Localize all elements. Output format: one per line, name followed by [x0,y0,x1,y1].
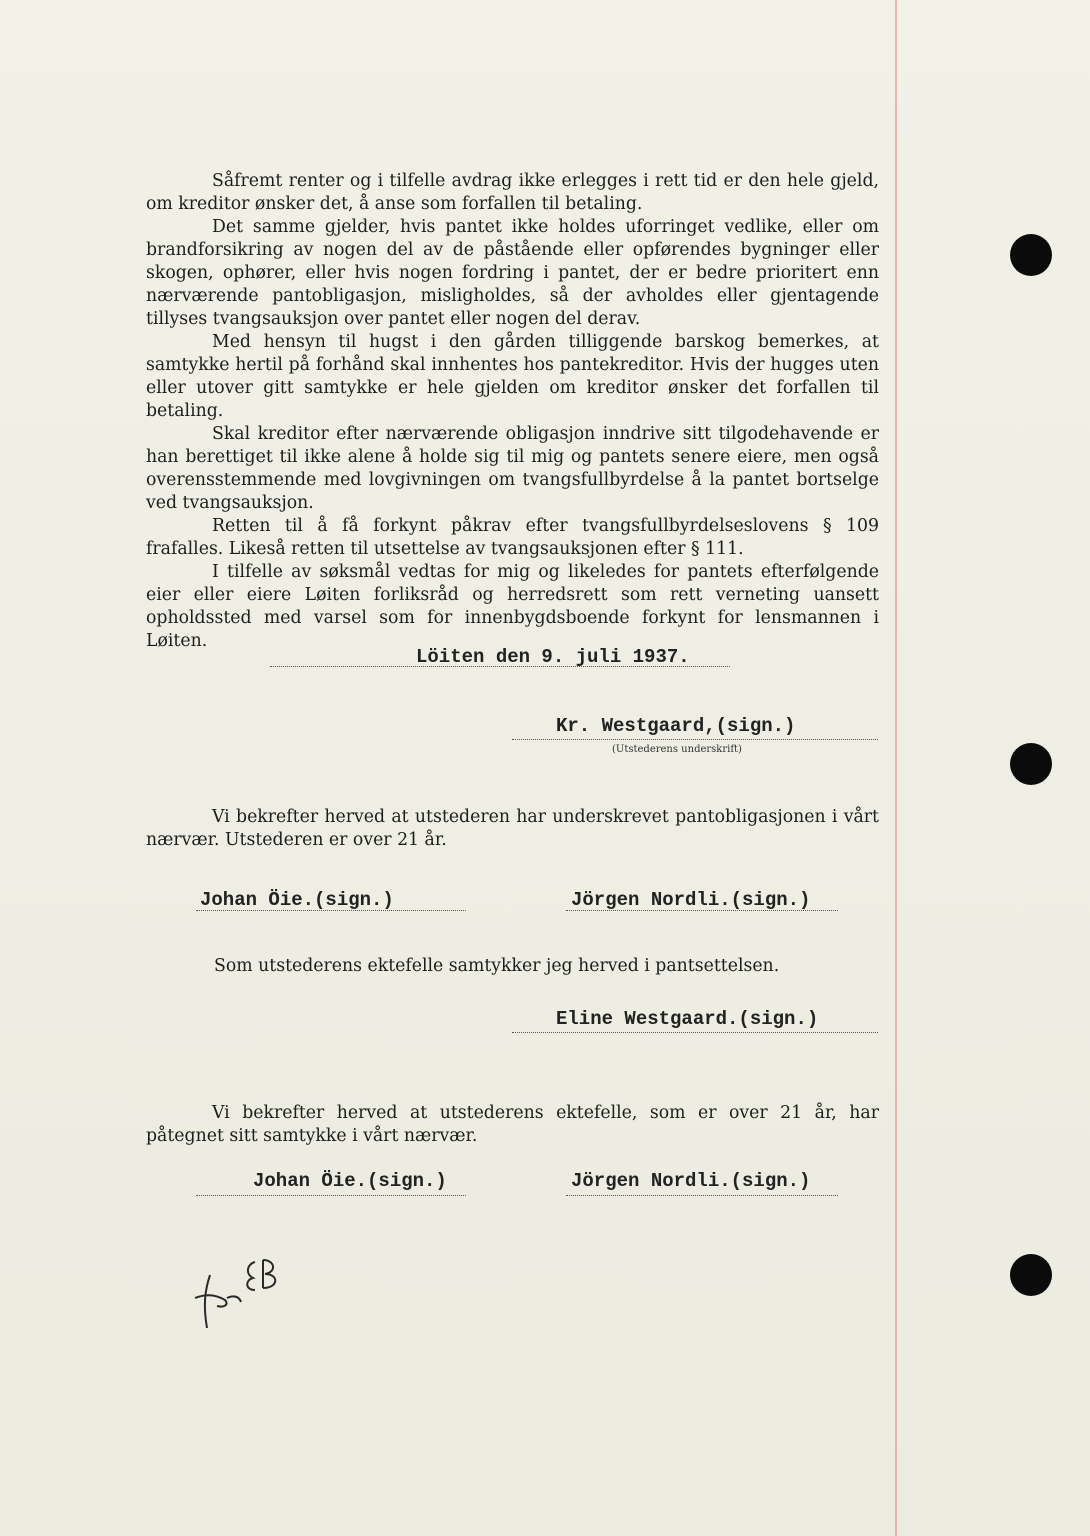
witness-statement-1-text: Vi bekrefter herved at utstederen har underskrevet pantobligasjonen i vårt nærvær. Utstederen er over 21 år. [146,807,879,850]
spouse-signature: Eline Westgaard.(sign.) [556,1008,819,1030]
witness-b-line-2 [566,1195,838,1196]
handwritten-note [185,1250,295,1340]
spouse-signature-line [512,1032,878,1033]
witness-statement-2-text: Vi bekrefter herved at utstederens ektefelle, som er over 21 år, har påtegnet sitt samtykke i vårt nærvær. [146,1103,879,1146]
witness-statement-1 [146,806,879,852]
margin-line [895,0,897,1536]
issuer-signature: Kr. Westgaard,(sign.) [556,715,796,737]
paragraph-waiver-clause: Retten til å få forkynt påkrav efter tvangsfullbyrdelseslovens § 109 frafalles. Likeså retten til utsettelse av tvangsauksjonen efter § 111. [146,516,879,559]
issuer-caption: (Utstederens underskrift) [612,744,742,755]
punch-hole-middle [1010,743,1052,785]
punch-hole-bottom [1010,1254,1052,1296]
witness-a-signature-2: Johan Öie.(sign.) [253,1170,447,1192]
witness-statement-2 [146,1102,879,1148]
paragraph-default-clause: Såfremt renter og i tilfelle avdrag ikke erlegges i rett tid er den hele gjeld, om kreditor ønsker det, å anse som forfallen til betaling. [146,171,879,214]
punch-hole-top [1010,234,1052,276]
witness-b-signature-2: Jörgen Nordli.(sign.) [571,1170,811,1192]
witness-a-signature-1: Johan Öie.(sign.) [200,889,394,911]
issuer-signature-line [512,739,878,740]
body-text [146,170,879,653]
witness-a-line-2 [196,1195,466,1196]
witness-b-signature-1: Jörgen Nordli.(sign.) [571,889,811,911]
paragraph-maintenance-clause: Det samme gjelder, hvis pantet ikke holdes uforringet vedlike, eller om brandforsikring av nogen del av de påstående eller opførendes bygninger eller skogen, ophører, eller hvis nogen fordring i pantet, der er bedre prioritert enn nærværende pantobligasjon, misligholdes, så der avholdes eller gjentagende tillyses tvangsauksjon over pantet eller nogen del derav. [146,217,879,329]
paragraph-logging-clause: Med hensyn til hugst i den gården tilliggende barskog bemerkes, at samtykke hertil på forhånd skal innhentes hos pantekreditor. Hvis der hugges uten eller utover gitt samtykke er hele gjelden om kreditor ønsker det forfallen til betaling. [146,332,879,421]
spouse-consent: Som utstederens ektefelle samtykker jeg herved i pantsettelsen. [214,956,780,976]
witness-a-line-1 [196,910,466,911]
paragraph-venue-clause: I tilfelle av søksmål vedtas for mig og likeledes for pantets efterfølgende eier eller eiere Løiten forliksråd og herredsrett som rett verneting uansett opholdssted med varsel som for innenbygdsboende forkynt for lensmannen i Løiten. [146,562,879,651]
witness-b-line-1 [566,910,838,911]
paragraph-enforcement-clause: Skal kreditor efter nærværende obligasjon inndrive sitt tilgodehavende er han berettiget til ikke alene å holde sig til mig og pantets senere eiere, men også overensstemmende med lovgivningen om tvangsfullbyrdelse å la pantet bortselge ved tvangsauksjon. [146,424,879,513]
place-date: Löiten den 9. juli 1937. [416,646,690,668]
